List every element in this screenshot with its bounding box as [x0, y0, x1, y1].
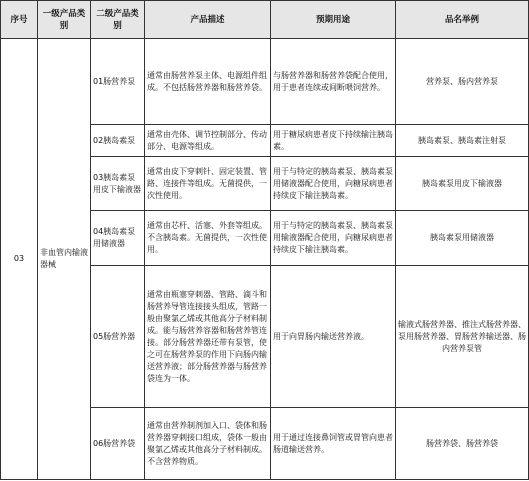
group-no: 03: [1, 39, 38, 480]
row-cat2: 02胰岛素泵: [91, 125, 145, 157]
header-cat1: 一级产品类别: [38, 1, 91, 39]
row-examples: 肠营养袋、肠营养袋: [396, 408, 529, 480]
row-desc: 通常由壳体、调节控制部分、传动部分、电源等组成。: [145, 125, 271, 157]
row-examples: 营养泵、肠内营养泵: [396, 39, 529, 125]
row-examples: 胰岛素泵、胰岛素注射泵: [396, 125, 529, 157]
table-row: [1, 39, 529, 125]
header-desc: 产品描述: [145, 1, 271, 39]
row-use: 用于通过连接鼻饲管或胃管向患者肠道输送营养。: [271, 408, 396, 480]
row-cat2: 04胰岛素泵用储液器: [91, 211, 145, 266]
header-cat2: 二级产品类别: [91, 1, 145, 39]
row-cat2: 06肠营养袋: [91, 408, 145, 480]
row-use: 用于与特定的胰岛素泵、胰岛素泵用输液器配合使用，向糖尿病患者持续皮下输注胰岛素。: [271, 211, 396, 266]
row-cat2: 03胰岛素泵用皮下输液器: [91, 157, 145, 211]
row-use: 与肠营养器和肠营养袋配合使用，用于患者连续或间断喂饲营养。: [271, 39, 396, 125]
header-use: 预期用途: [271, 1, 396, 39]
header-no: 序号: [1, 1, 38, 39]
row-desc: 通常由营养制剂加入口、袋体和肠营养器穿刺接口组成，袋体一般由聚氯乙烯或其他高分子材料制成。不含营养物质。: [145, 408, 271, 480]
row-examples: 输液式肠营养器、推注式肠营养器、泵用肠营养器、胃肠营养输送器、肠内营养泵管: [396, 266, 529, 408]
row-desc: 通常由瓶塞穿刺器、管路、滴斗和肠营养导管连接接头组成，管路一般由聚氯乙烯或其他高分子材料制成。能与肠营养容器和肠营养管连接。部分肠营养器还带有泵管，使之可在肠营养泵的作用下向肠内输送营养液；部分肠营养器与肠营养袋连为一体。: [145, 266, 271, 408]
group-cat1: 非血管内输液器械: [38, 39, 91, 480]
row-examples: 胰岛素泵用储液器: [396, 211, 529, 266]
row-examples: 胰岛素泵用皮下输液器: [396, 157, 529, 211]
row-cat2: 05肠营养器: [91, 266, 145, 408]
header-examples: 品名举例: [396, 1, 529, 39]
row-desc: 通常由肠营养泵主体、电源组件组成。不包括肠营养器和肠营养袋。: [145, 39, 271, 125]
row-use: 用于与特定的胰岛素泵、胰岛素泵用储液器配合使用，向糖尿病患者持续皮下输注胰岛素。: [271, 157, 396, 211]
row-use: 用于糖尿病患者皮下持续输注胰岛素。: [271, 125, 396, 157]
row-desc: 通常由皮下穿刺针、固定装置、管路、连接件等组成。无菌提供，一次性使用。: [145, 157, 271, 211]
row-desc: 通常由芯杆、活塞、外套等组成。不含胰岛素。无菌提供，一次性使用。: [145, 211, 271, 266]
table-header-row: [1, 1, 529, 39]
row-cat2: 01肠营养泵: [91, 39, 145, 125]
row-use: 用于向胃肠内输送营养液。: [271, 266, 396, 408]
